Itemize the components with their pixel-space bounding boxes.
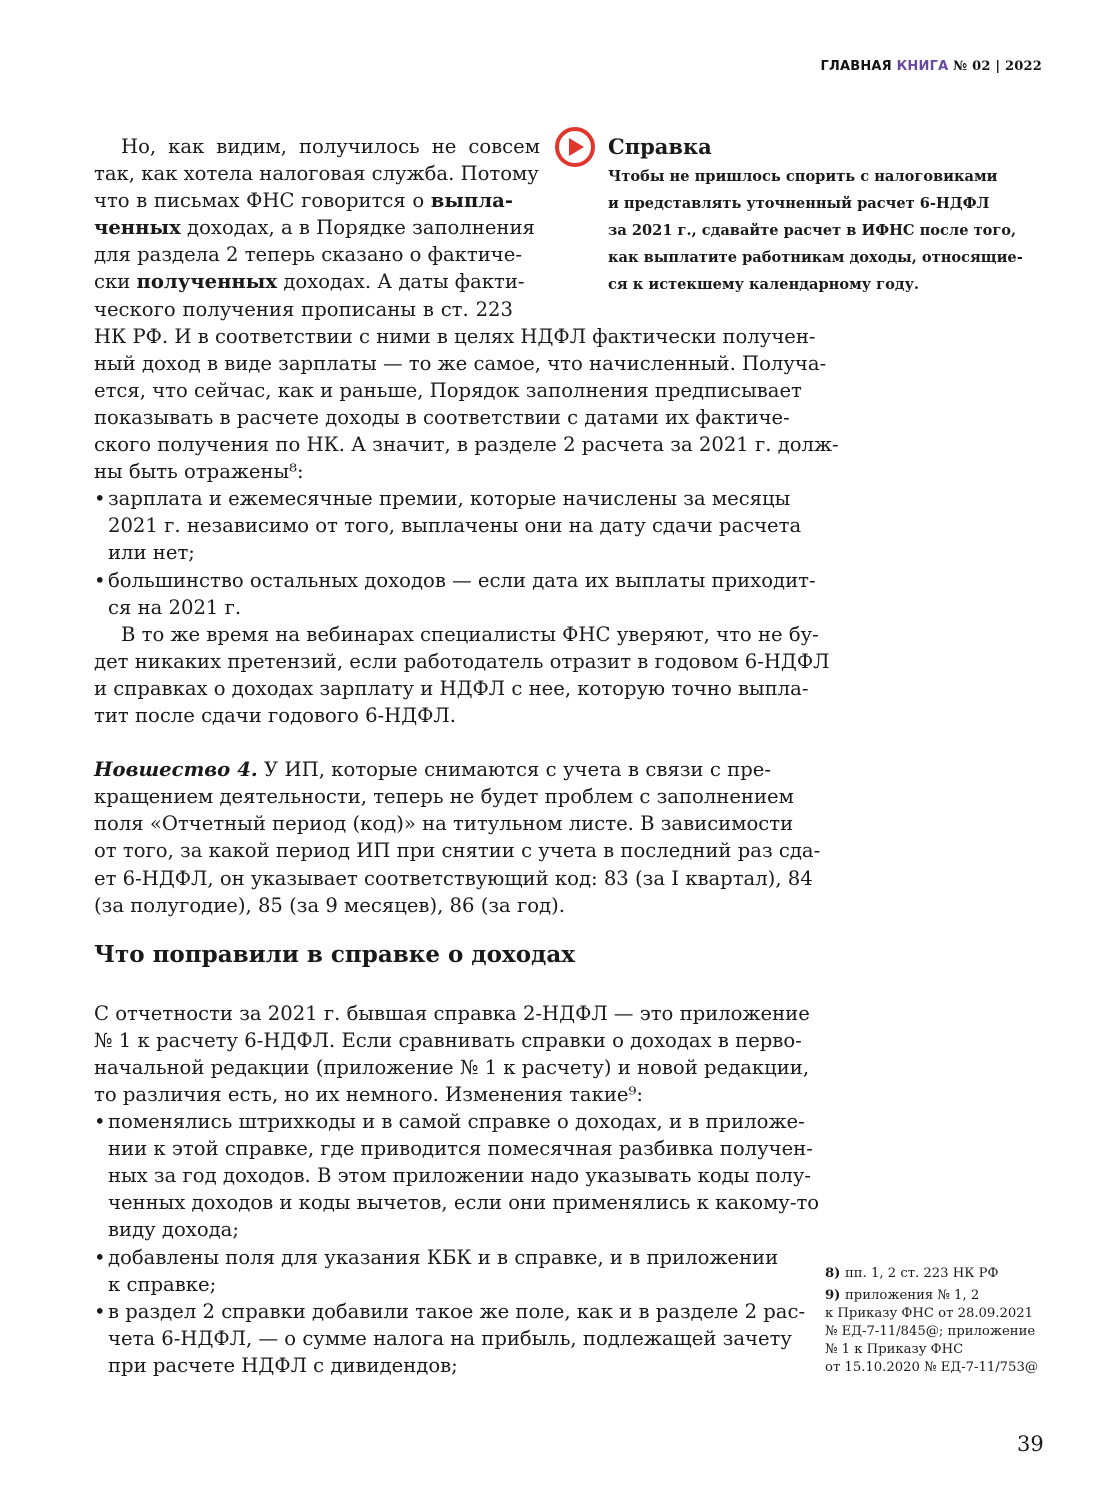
text-line xyxy=(94,458,771,485)
text-line xyxy=(94,1244,779,1271)
text-line xyxy=(94,133,540,160)
text-line xyxy=(94,1216,771,1243)
text-run: для раздела 2 теперь сказано о фактиче- xyxy=(94,243,522,267)
text-run: С отчетности за 2021 г. бывшая справка 2-НДФЛ — это приложение xyxy=(94,1001,810,1025)
paragraph xyxy=(94,621,830,729)
text-run: ского получения по НК. А значит, в разделе 2 расчета за 2021 г. долж- xyxy=(94,433,839,457)
blank-line xyxy=(94,729,771,756)
text-run: ет 6-НДФЛ, он указывает соответствующий код: 83 (за I квартал), 84 xyxy=(94,866,813,890)
bullet-marker: • xyxy=(94,1245,106,1269)
text-line xyxy=(94,621,819,648)
text-run: то различия есть, но их немного. Изменения такие⁹: xyxy=(94,1083,643,1106)
text-line xyxy=(94,783,794,810)
text-run: № 1 к расчету 6-НДФЛ. Если сравнивать справки о доходах в перво- xyxy=(94,1028,802,1052)
text-run: ется, что сейчас, как и раньше, Порядок заполнения предписывает xyxy=(94,378,802,402)
bullet-item xyxy=(94,1108,820,1243)
text-line xyxy=(94,214,535,241)
emphasis-run: полученных xyxy=(136,270,278,294)
brand-main: ГЛАВНАЯ xyxy=(820,59,892,74)
text-line xyxy=(94,702,771,729)
footnotes xyxy=(825,1265,1038,1381)
text-run: от того, за какой период ИП при снятии с учета в последний раз сда- xyxy=(94,839,821,863)
text-run: добавлены поля для указания КБК и в справке, и в приложении xyxy=(108,1245,779,1269)
text-run: кращением деятельности, теперь не будет проблем с заполнением xyxy=(94,785,794,809)
text-line xyxy=(94,539,771,566)
text-line xyxy=(94,1271,771,1298)
bullet-marker: • xyxy=(94,1299,106,1323)
text-line xyxy=(94,567,816,594)
text-run: при расчете НДФЛ с дивидендов; xyxy=(108,1353,458,1377)
paragraph xyxy=(94,756,821,919)
text-run: поменялись штрихкоды и в самой справке о доходах, и в приложе- xyxy=(108,1110,805,1134)
section-heading: Что поправили в справке о доходах xyxy=(94,940,575,968)
text-line xyxy=(94,892,771,919)
text-line xyxy=(94,350,827,377)
footnote-text: № ЕД-7-11/845@; приложение xyxy=(825,1324,1036,1339)
footnote-text: от 15.10.2020 № ЕД-7-11/753@ xyxy=(825,1360,1039,1375)
text-run: начальной редакции (приложение № 1 к расчету) и новой редакции, xyxy=(94,1055,810,1079)
text-line xyxy=(94,1135,813,1162)
running-header xyxy=(820,59,1042,74)
text-run: дет никаких претензий, если работодатель отразит в годовом 6-НДФЛ xyxy=(94,649,830,673)
footnote-line xyxy=(825,1323,1038,1341)
footnote-number: 8) xyxy=(825,1266,846,1281)
text-run: ски xyxy=(94,270,137,294)
text-run: ных за год доходов. В этом приложении надо указывать коды полу- xyxy=(108,1164,811,1188)
text-run: 2021 г. независимо от того, выплачены они на дату сдачи расчета xyxy=(108,514,802,538)
emphasis-run: ченных xyxy=(94,216,181,240)
callout-title: Справка xyxy=(608,134,712,159)
text-run: У ИП, которые снимаются с учета в связи с пре- xyxy=(257,758,771,782)
text-run: к справке; xyxy=(108,1272,217,1296)
text-line xyxy=(94,865,813,892)
footnote-line xyxy=(825,1287,1038,1305)
text-line xyxy=(94,675,809,702)
bullet-item xyxy=(94,567,816,621)
text-line xyxy=(94,268,525,295)
paragraph xyxy=(94,1000,810,1108)
text-run: ны быть отражены⁸: xyxy=(94,460,304,484)
emphasis-run: Новшество 4. xyxy=(94,758,258,782)
text-run: и справках о доходах зарплату и НДФЛ с нее, которую точно выпла- xyxy=(94,676,809,700)
text-line xyxy=(94,187,513,214)
text-run: Но, как видим, получилось не совсем xyxy=(121,135,540,158)
bullet-marker: • xyxy=(94,487,106,511)
text-run: В то же время на вебинарах специалисты ФНС уверяют, что не бу- xyxy=(121,622,819,646)
text-run: показывать в расчете доходы в соответствии с датами их фактиче- xyxy=(94,405,790,429)
emphasis-run: выпла- xyxy=(430,189,513,213)
footnote-line xyxy=(825,1341,1038,1359)
callout-line: как выплатите работникам доходы, относящие- xyxy=(608,249,1023,266)
footnote xyxy=(825,1265,1038,1283)
footnote-line xyxy=(825,1305,1038,1323)
text-run: тит после сдачи годового 6-НДФЛ. xyxy=(94,703,457,727)
bullet-item xyxy=(94,1298,806,1379)
text-line xyxy=(94,810,794,837)
text-line xyxy=(94,377,802,404)
text-line xyxy=(94,241,522,268)
footnote-text: приложения № 1, 2 xyxy=(845,1288,980,1303)
text-line xyxy=(94,1352,771,1379)
text-run: нии к этой справке, где приводится помесячная разбивка получен- xyxy=(108,1137,813,1161)
text-line xyxy=(94,1000,810,1027)
text-run: ный доход в виде зарплаты — то же самое, что начисленный. Получа- xyxy=(94,351,827,375)
text-line xyxy=(94,837,821,864)
text-line xyxy=(94,512,802,539)
text-line xyxy=(94,594,771,621)
text-line xyxy=(94,323,816,350)
text-line xyxy=(94,1081,771,1108)
text-line xyxy=(94,485,791,512)
footnote-text: № 1 к Приказу ФНС xyxy=(825,1342,964,1357)
text-run: в раздел 2 справки добавили такое же поле, как и в разделе 2 рас- xyxy=(108,1299,806,1323)
text-line xyxy=(94,431,839,458)
text-run: большинство остальных доходов — если дата их выплаты приходит- xyxy=(108,568,816,592)
text-run: что в письмах ФНС говорится о xyxy=(94,189,431,213)
bullet-marker: • xyxy=(94,1110,106,1134)
text-line xyxy=(94,1162,811,1189)
text-line xyxy=(94,1325,792,1352)
text-run: доходах. А даты факти- xyxy=(277,270,525,294)
footnote-line xyxy=(825,1359,1038,1377)
text-line xyxy=(94,296,513,323)
text-run: виду дохода; xyxy=(108,1218,239,1242)
callout-line: за 2021 г., сдавайте расчет в ИФНС после того, xyxy=(608,222,1017,239)
brand-accent: КНИГА xyxy=(896,59,949,74)
text-line xyxy=(94,1108,805,1135)
text-run: чета 6-НДФЛ, — о сумме налога на прибыль, подлежащей зачету xyxy=(108,1326,792,1350)
text-line xyxy=(94,160,539,187)
text-line xyxy=(94,404,790,431)
text-run: поля «Отчетный период (код)» на титульном листе. В зависимости xyxy=(94,812,794,836)
text-line xyxy=(94,1054,810,1081)
footnote xyxy=(825,1287,1038,1377)
issue-number: № 02 | 2022 xyxy=(953,59,1042,74)
callout-line: и представлять уточненный расчет 6-НДФЛ xyxy=(608,195,990,212)
callout-line: Чтобы не пришлось спорить с налоговиками xyxy=(608,168,998,185)
text-line xyxy=(94,648,830,675)
bullet-item xyxy=(94,1244,779,1298)
bullet-marker: • xyxy=(94,568,106,592)
text-run: ческого получения прописаны в ст. 223 xyxy=(94,297,513,321)
text-run: (за полугодие), 85 (за 9 месяцев), 86 (за год). xyxy=(94,893,565,917)
text-line xyxy=(94,1298,806,1325)
text-line xyxy=(94,1189,820,1216)
text-run: ся на 2021 г. xyxy=(108,595,242,619)
text-run: так, как хотела налоговая служба. Потому xyxy=(94,162,539,186)
text-run: зарплата и ежемесячные премии, которые начислены за месяцы xyxy=(108,487,791,511)
text-line xyxy=(94,1027,802,1054)
text-run: или нет; xyxy=(108,541,195,565)
text-run: НК РФ. И в соответствии с ними в целях НДФЛ фактически получен- xyxy=(94,324,816,348)
text-line xyxy=(94,756,771,783)
callout-line: ся к истекшему календарному году. xyxy=(608,276,919,293)
footnote-line xyxy=(825,1265,1038,1283)
text-run: доходах, а в Порядке заполнения xyxy=(180,216,535,240)
footnote-number: 9) xyxy=(825,1288,846,1303)
footnote-text: пп. 1, 2 ст. 223 НК РФ xyxy=(845,1266,999,1281)
bullet-item xyxy=(94,485,802,566)
footnote-text: к Приказу ФНС от 28.09.2021 xyxy=(825,1306,1034,1321)
text-run: ченных доходов и коды вычетов, если они применялись к какому-то xyxy=(108,1191,820,1215)
page-number: 39 xyxy=(1017,1432,1044,1456)
